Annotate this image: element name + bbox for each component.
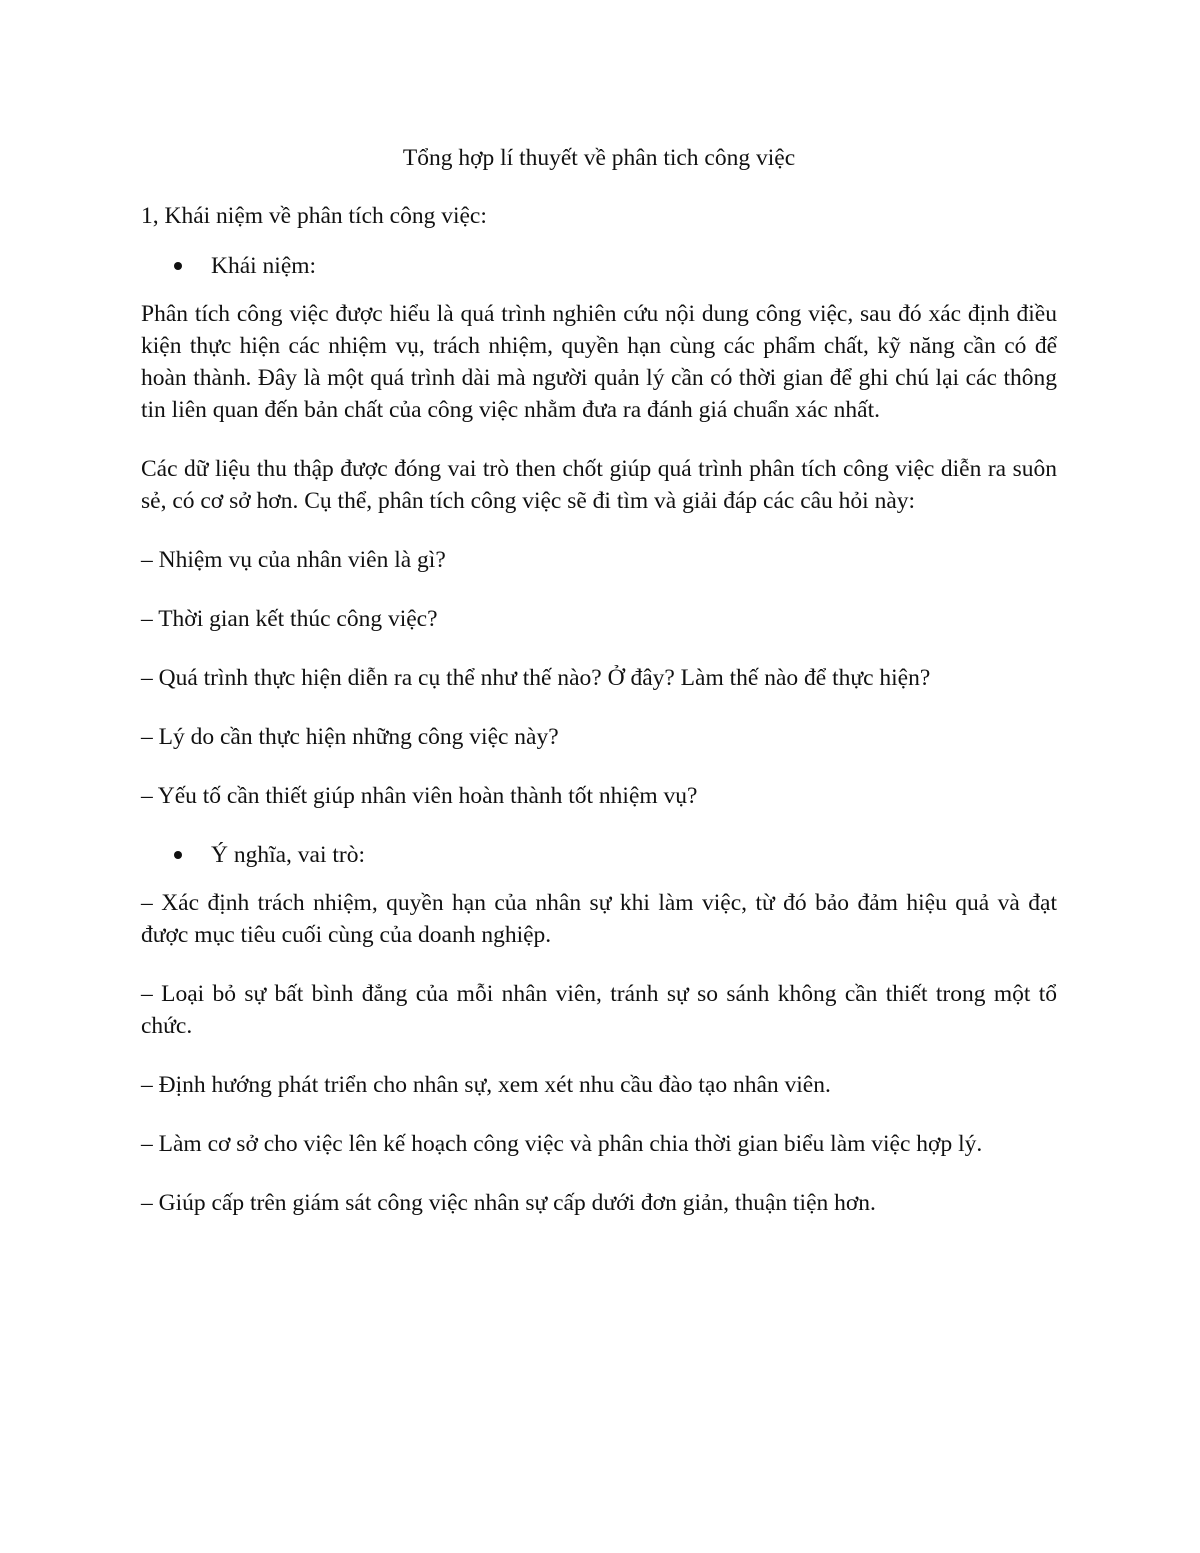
question-item: – Thời gian kết thúc công việc? — [141, 606, 438, 632]
section-heading: 1, Khái niệm về phân tích công việc: — [141, 203, 487, 229]
role-item: – Định hướng phát triển cho nhân sự, xem xét nhu cầu đào tạo nhân viên. — [141, 1072, 831, 1098]
bullet-concept — [141, 250, 1057, 282]
document-content — [141, 142, 1057, 1246]
bullet-concept-label: Khái niệm: — [211, 253, 317, 279]
role-item: – Giúp cấp trên giám sát công việc nhân sự cấp dưới đơn giản, thuận tiện hơn. — [141, 1190, 876, 1216]
question-item: – Nhiệm vụ của nhân viên là gì? — [141, 547, 446, 573]
bullet-dot-icon — [174, 851, 182, 859]
question-item: – Yếu tố cần thiết giúp nhân viên hoàn thành tốt nhiệm vụ? — [141, 783, 698, 809]
role-item: – Làm cơ sở cho việc lên kế hoạch công việc và phân chia thời gian biểu làm việc hợp lý. — [141, 1131, 983, 1157]
role-item: – Loại bỏ sự bất bình đẳng của mỗi nhân viên, tránh sự so sánh không cần thiết trong một tổ chức. — [141, 981, 1057, 1039]
question-item: – Quá trình thực hiện diễn ra cụ thể như thế nào? Ở đây? Làm thế nào để thực hiện? — [141, 665, 931, 691]
document-title: Tổng hợp lí thuyết về phân tich công việc — [402, 145, 796, 171]
question-item: – Lý do cần thực hiện những công việc này? — [141, 724, 559, 750]
concept-paragraph: Phân tích công việc được hiểu là quá trình nghiên cứu nội dung công việc, sau đó xác định điều kiện thực hiện các nhiệm vụ, trách nhiệm, quyền hạn cùng các phẩm chất, kỹ năng cần có để hoàn thành. Đây là một quá trình dài mà người quản lý cần có thời gian để ghi chú lại các thông tin liên quan đến bản chất của công việc nhằm đưa ra đánh giá chuẩn xác nhất. — [141, 301, 1057, 423]
data-paragraph: Các dữ liệu thu thập được đóng vai trò then chốt giúp quá trình phân tích công việc diễn ra suôn sẻ, có cơ sở hơn. Cụ thể, phân tích công việc sẽ đi tìm và giải đáp các câu hỏi này: — [141, 456, 1057, 514]
bullet-meaning-label: Ý nghĩa, vai trò: — [211, 842, 366, 868]
role-item: – Xác định trách nhiệm, quyền hạn của nhân sự khi làm việc, từ đó bảo đảm hiệu quả và đạt được mục tiêu cuối cùng của doanh nghiệp. — [141, 890, 1057, 948]
bullet-meaning — [141, 839, 1057, 871]
bullet-dot-icon — [174, 262, 182, 270]
